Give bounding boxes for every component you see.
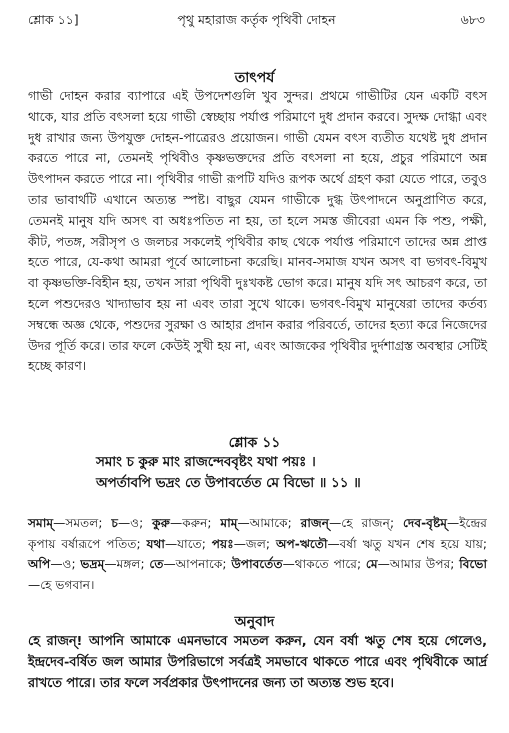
synonym-entry: [276, 537, 487, 551]
synonym-word: পয়ঃ: [211, 536, 234, 551]
purport-heading: তাৎপর্য: [234, 70, 275, 86]
synonym-word: যথা: [146, 536, 165, 551]
verse-text: [0, 452, 509, 494]
synonym-entry: [111, 516, 152, 530]
synonym-meaning: —ও;: [117, 516, 153, 530]
synonym-entry: [147, 537, 212, 551]
synonym-meaning: —ও;: [50, 557, 81, 572]
synonym-entry: [28, 557, 80, 571]
synonym-meaning: —যাতে;: [164, 536, 212, 551]
synonym-word: ভদ্রম্: [80, 557, 105, 572]
synonym-meaning: —আমার উপর;: [377, 557, 460, 572]
running-head-verse-ref: শ্লোক ১১]: [28, 12, 79, 27]
synonym-meaning: —ইন্দ্রের কৃপায় বর্ষারূপে পতিত;: [28, 516, 488, 551]
synonym-meaning: —সমতল;: [53, 516, 112, 530]
running-head-chapter-title: পৃথু মহারাজ কর্তৃক পৃথিবী দোহন: [177, 12, 336, 27]
synonym-word: অপি: [28, 557, 51, 572]
synonym-meaning: —হে রাজন্;: [329, 516, 403, 530]
verse-line-2: অপর্তাবপি ভদ্রং তে উপাবর্তেত মে বিভো ॥ ১১ ॥: [96, 476, 361, 491]
synonym-entry: [220, 516, 300, 530]
page-number: ৬৮৩: [460, 12, 485, 27]
synonym-word: বিভো: [459, 557, 488, 572]
synonym-meaning: —থাকতে পারে;: [282, 557, 366, 572]
synonym-word: সমাম্: [28, 516, 54, 530]
purport-paragraph: গাভী দোহন করার ব্যাপারে এই উপদেশগুলি খুব সুন্দর। প্রথমে গাভীটির যেন একটি বৎস থাকে, যার প্রতি বৎসলা হয়ে গাভী স্বেচ্ছায় পর্যাপ্ত পরিমাণে দুধ প্রদান করবে। সুদক্ষ দোগ্ধা এবং দুধ রাখার জন্য উপযুক্ত দোহন-পাত্রেরও প্রয়োজন। গাভী যেমন বৎস ব্যতীত যথেষ্ট দুধ প্রদান করতে পারে না, তেমনই পৃথিবীও কৃষ্ণভক্তদের প্রতি বৎসলা না হয়ে, প্রচুর পরিমাণে অন্ন উৎপাদন করতে পারে না। পৃথিবীর গাভী রূপটি যদিও রূপক অর্থে গ্রহণ করা যেতে পারে, তবুও তার ভাবার্থটি এখানে অত্যন্ত স্পষ্ট। বাছুর যেমন গাভীকে দুগ্ধ উৎপাদনে অনুপ্রাণিত করে, তেমনই মানুষ যদি অসৎ বা অধঃপতিত না হয়, তা হলে সমস্ত জীবেরা এমন কি পশু, পক্ষী, কীট, পতঙ্গ, সরীসৃপ ও জলচর সকলেই পৃথিবীর কাছ থেকে পর্যাপ্ত পরিমাণে তাদের অন্ন প্রাপ্ত হতে পারে, যে-কথা আমরা পূর্বে আলোচনা করেছি। মানব-সমাজ যখন অসৎ বা ভগবৎ-বিমুখ বা কৃষ্ণভক্তি-বিহীন হয়, তখন সারা পৃথিবী দুঃখকষ্ট ভোগ করে। মানুষ যদি সৎ আচরণ করে, তা হলে পশুদেরও খাদ্যাভাব হয় না এবং তারা সুখে থাকে। ভগবৎ-বিমুখ মানুষেরা তাদের কর্তব্য সম্বন্ধে অজ্ঞ থেকে, পশুদের সুরক্ষা ও আহার প্রদান করার পরিবর্তে, তাদের হত্যা করে নিজেদের উদর পূর্তি করে। তার ফলে কেউই সুখী হয় না, এবং আজকের পৃথিবীর দুর্দশাগ্রস্ত অবস্থার সেটিই হচ্ছে কারণ।: [28, 88, 487, 374]
verse-line-1: সমাং চ কুরু মাং রাজন্দেববৃষ্টং যথা পয়ঃ ।: [96, 455, 316, 470]
synonym-word: কুরু: [152, 516, 171, 530]
synonym-entry: [149, 557, 231, 571]
synonym-entry: [80, 557, 149, 571]
synonym-entry: [366, 557, 459, 571]
synonym-word: রাজন্: [300, 516, 330, 530]
synonym-word: উপাবর্তেত: [231, 557, 283, 572]
synonym-word: তে: [149, 557, 164, 572]
translation-paragraph: হে রাজন্! আপনি আমাকে এমনভাবে সমতল করুন, যেন বর্ষা ঋতু শেষ হয়ে গেলেও, ইন্দ্রদেব-বর্ষিত জল আমার উপরিভাগে সর্বত্রই সমভাবে থাকতে পারে এবং পৃথিবীকে আর্দ্র রাখতে পারে। তার ফলে সর্বপ্রকার উৎপাদনের জন্য তা অত্যন্ত শুভ হবে।: [28, 634, 487, 691]
synonym-meaning: —হে ভগবান।: [28, 577, 95, 592]
synonym-meaning: —আমাকে;: [237, 516, 301, 530]
synonym-word: অপ-ঋতৌ: [275, 536, 328, 551]
synonym-meaning: —মঙ্গল;: [104, 557, 150, 572]
synonym-entry: [28, 516, 111, 530]
synonym-word: চ: [111, 516, 118, 530]
verse-heading: শ্লোক ১১: [228, 435, 281, 451]
synonym-entry: [152, 516, 220, 530]
synonym-meaning: —আপনাকে;: [163, 557, 232, 572]
synonym-word: দেব-বৃষ্টম্: [402, 516, 448, 530]
synonym-meaning: —বর্ষা ঋতু যখন শেষ হয়ে যায়;: [327, 536, 487, 551]
synonym-entry: [212, 537, 276, 551]
word-for-word-synonyms: [28, 513, 487, 595]
synonym-entry: [231, 557, 366, 571]
synonym-word: মাম্: [220, 516, 238, 530]
synonym-meaning: —জল;: [233, 536, 276, 551]
synonym-word: মে: [365, 557, 378, 572]
translation-heading: অনুবাদ: [234, 614, 275, 630]
running-head: [28, 12, 485, 32]
synonym-entry: [301, 516, 403, 530]
synonym-meaning: —করুন;: [170, 516, 221, 530]
